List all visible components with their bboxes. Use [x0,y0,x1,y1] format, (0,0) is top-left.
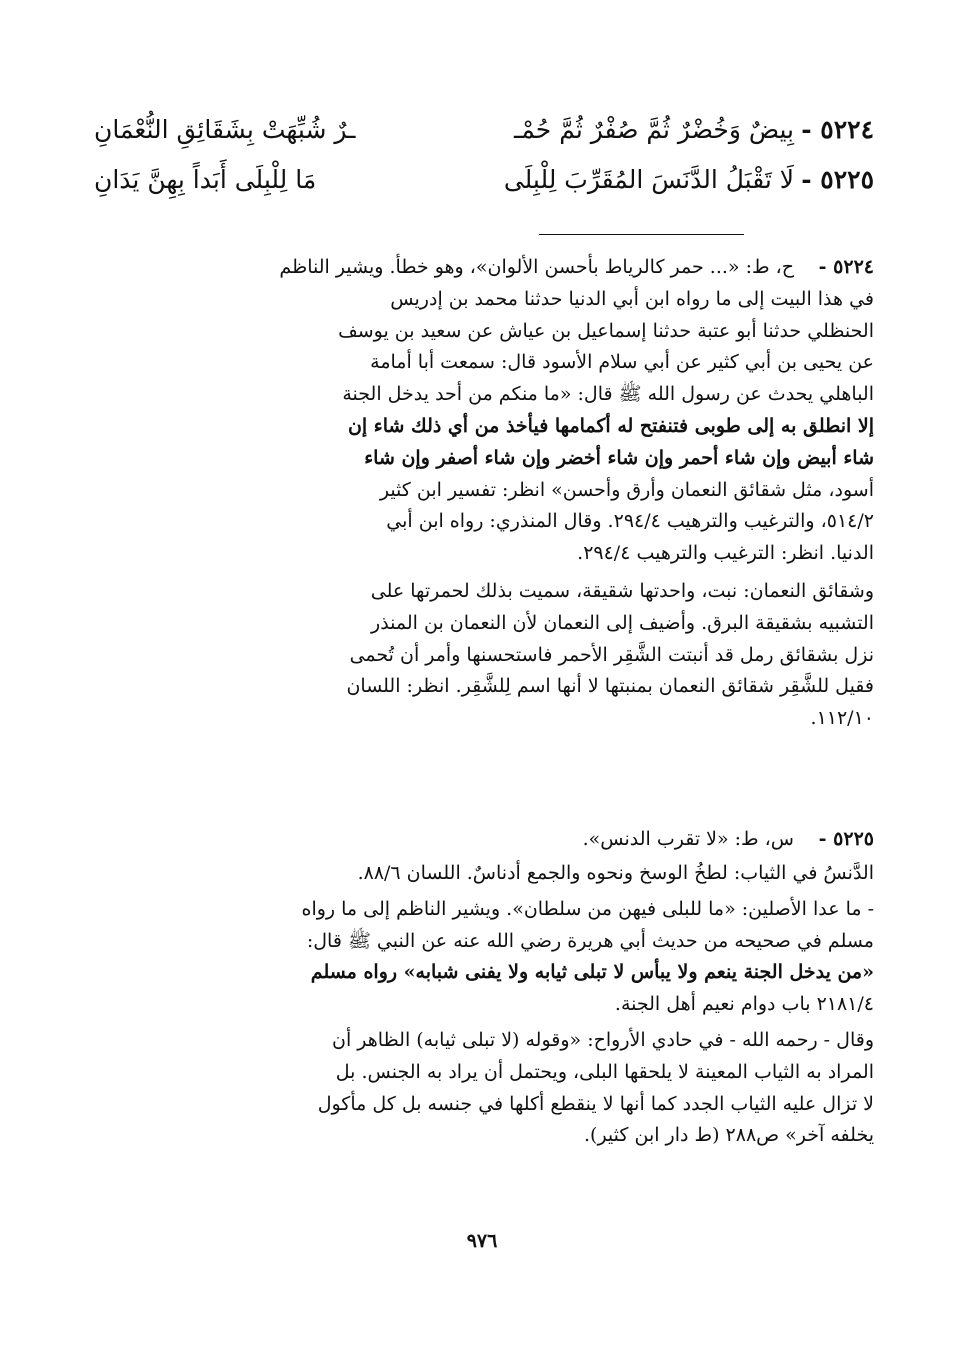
verse-second-hemistich: مَا لِلْبِلَى أَبَداً بِهِنَّ يَدَانِ [94,165,317,194]
footnote-line: أسود، مثل شقائق النعمان وأرق وأحسن» انظر: تفسير ابن كثير [379,478,874,501]
footnote-line: في هذا البيت إلى ما رواه ابن أبي الدنيا حدثنا محمد بن إدريس [390,287,874,310]
footnote-5225-first-line [174,824,794,856]
footnote-line: لا تزال عليه الثياب الجدد كما أنها لا ينقطع أكلها في جنسه بل كل مأكول [317,1092,874,1115]
footnote-line: وشقائق النعمان: نبت، واحدتها شقيقة، سميت بذلك لحمرتها على [370,579,874,602]
hadith-text: إلا انطلق به إلى طوبى فتنفتح له أكمامها فيأخذ من أي ذلك شاء إن [347,414,874,437]
footnote-number: ٥٢٢٥ - [818,828,874,850]
footnote-line: ح، ط: «... حمر كالرياط بأحسن الألوان»، وهو خطأ. ويشير الناظم [279,256,794,278]
footnote-line: نزل بشقائق رمل قد أنبتت الشَّقِر الأحمر فاستحسنها وأمر أن تُحمى [349,643,874,666]
hadith-text: «من يدخل الجنة ينعم ولا يبأس لا تبلى ثيابه ولا يفنى شبابه» رواه مسلم [310,961,874,984]
verse-first-hemistich: لَا تَقْبَلُ الدَّنَسَ المُقَرِّبَ لِلْبِلَى [503,165,794,194]
footnote-line: س، ط: «لا تقرب الدنس». [582,828,794,850]
footnote-line: مسلم في صحيحه من حديث أبي هريرة رضي الله عنه عن النبي ﷺ قال: [306,929,874,952]
footnote-5224-body [179,284,874,735]
footnote-line: التشبيه بشقيقة البرق. وأضيف إلى النعمان لأن النعمان بن المنذر [371,611,874,634]
page-number: ٩٧٦ [466,1230,498,1252]
footnote-line: يخلفه آخر» ص٢٨٨ (ط دار ابن كثير). [584,1124,874,1147]
footnote-line: فقيل للشَّقِر شقائق النعمان بمنبتها لا أنها اسم لِلشَّقِر. انظر: اللسان [346,675,874,698]
hadith-text: شاء أبيض وإن شاء أحمر وإن شاء أخضر وإن شاء أصفر وإن شاء [364,446,874,469]
verse-5225 [94,158,874,202]
footnote-line: المراد به الثياب المعينة لا يلحقها البلى، ويحتمل أن يراد به الجنس. بل [335,1060,874,1083]
footnote-line: الدنيا. انظر: الترغيب والترهيب ٢٩٤/٤. [577,542,874,565]
verse-number: ٥٢٢٥ - [801,165,874,194]
verse-5224 [94,108,874,152]
verse-second-hemistich: ـرٌ شُبِّهَتْ بِشَقَائِقِ النُّعْمَانِ [94,115,356,144]
footnote-5225-body [179,858,874,1152]
footnote-line: ٥١٤/٢، والترغيب والترهيب ٢٩٤/٤. وقال المنذري: رواه ابن أبي [386,510,874,533]
footnote-line: الدَّنسُ في الثياب: لطخُ الوسخ ونحوه والجمع أدناسٌ. اللسان ٨٨/٦. [357,862,874,884]
footnote-number: ٥٢٢٤ - [818,256,874,278]
footnote-line: وقال - رحمه الله - في حادي الأرواح: «وقوله (لا تبلى ثيابه) الظاهر أن [332,1028,874,1051]
footnote-line: عن يحيى بن أبي كثير عن أبي سلام الأسود قال: سمعت أبا أمامة [370,351,874,374]
footnote-line: الباهلي يحدث عن رسول الله ﷺ قال: «ما منكم من أحد يدخل الجنة [342,383,874,406]
footnote-line: - ما عدا الأصلين: «ما للبلى فيهن من سلطان». ويشير الناظم إلى ما رواه [301,897,874,920]
footnote-line: ٢١٨١/٤ باب دوام نعيم أهل الجنة. [614,993,874,1016]
footnote-5224-text [174,252,794,284]
verse-first-hemistich: بِيضٌ وَخُضْرٌ ثُمَّ صُفْرٌ ثُمَّ حُمْـ [514,115,794,144]
footnote-line: ١١٢/١٠. [810,707,874,730]
verse-number: ٥٢٢٤ - [801,115,874,144]
footnote-separator [539,234,744,235]
footnote-line: الحنظلي حدثنا أبو عتبة حدثنا إسماعيل بن عياش عن سعيد بن يوسف [338,319,874,342]
